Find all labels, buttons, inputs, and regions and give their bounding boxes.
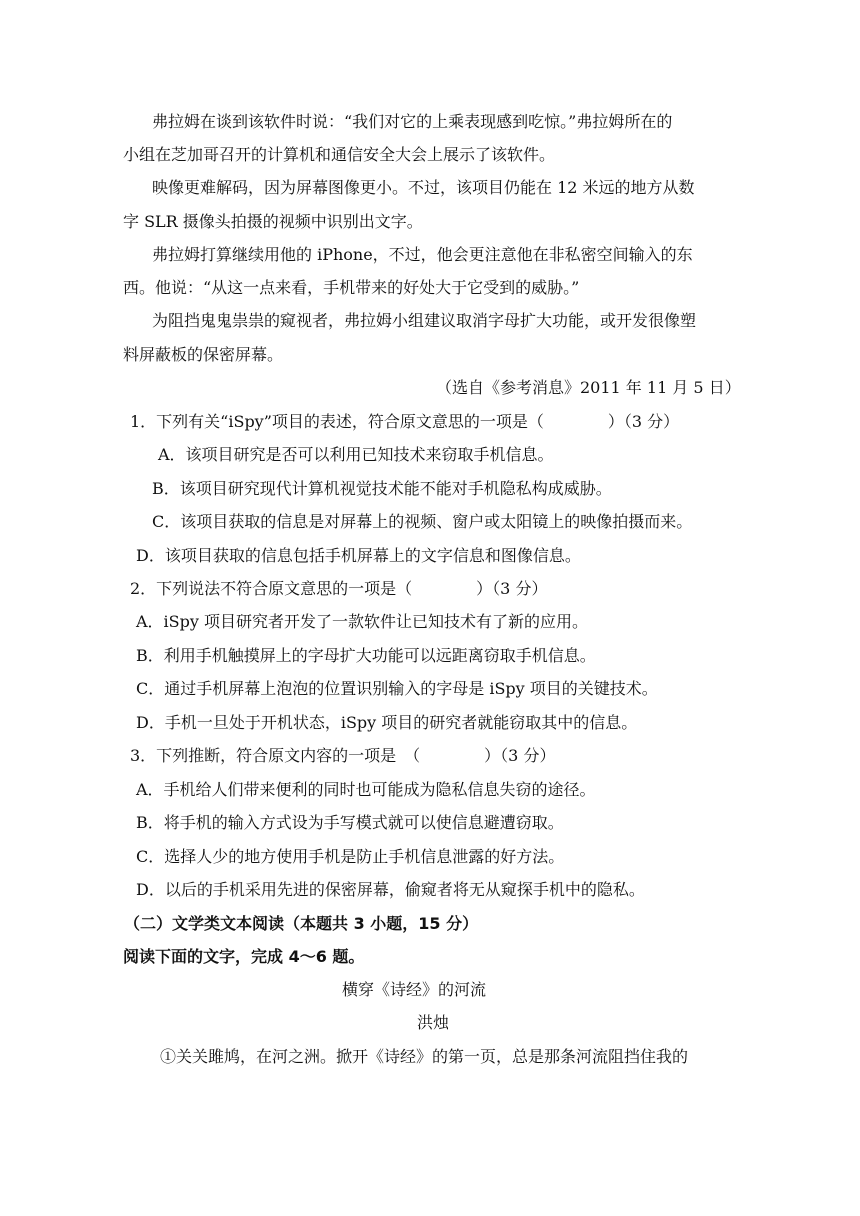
question-1-option-b: B．该项目研究现代计算机视觉技术能不能对手机隐私构成威胁。 (152, 479, 612, 498)
question-3-stem: 3．下列推断，符合原文内容的一项是 （ ）（3 分） (130, 746, 556, 765)
passage-p2-line1: 映像更难解码，因为屏幕图像更小。不过，该项目仍能在 12 米远的地方从数 (152, 178, 695, 197)
question-3-option-d: D．以后的手机采用先进的保密屏幕，偷窥者将无从窥探手机中的隐私。 (136, 880, 645, 899)
question-3-option-b: B．将手机的输入方式设为手写模式就可以使信息避遭窃取。 (136, 813, 564, 832)
passage-p3-line2: 西。他说：“从这一点来看，手机带来的好处大于它受到的威胁。” (123, 278, 580, 297)
question-2-option-d: D．手机一旦处于开机状态，iSpy 项目的研究者就能窃取其中的信息。 (136, 713, 638, 732)
question-2-option-b: B．利用手机触摸屏上的字母扩大功能可以远距离窃取手机信息。 (136, 646, 596, 665)
passage-p1-line1: 弗拉姆在谈到该软件时说：“我们对它的上乘表现感到吃惊。”弗拉姆所在的 (152, 112, 673, 131)
article-title: 横穿《诗经》的河流 (342, 980, 487, 999)
source-citation: （选自《参考消息》2011 年 11 月 5 日） (436, 378, 741, 397)
question-1-option-a: A．该项目研究是否可以利用已知技术来窃取手机信息。 (158, 445, 554, 464)
question-2-stem: 2．下列说法不符合原文意思的一项是（ ）（3 分） (130, 579, 548, 598)
article-para1-line1: ①关关雎鸠，在河之洲。掀开《诗经》的第一页，总是那条河流阻挡住我的 (160, 1047, 689, 1066)
question-2-option-a: A．iSpy 项目研究者开发了一款软件让已知技术有了新的应用。 (136, 612, 589, 631)
section-2-instruction: 阅读下面的文字，完成 4～6 题。 (123, 947, 365, 966)
question-3-option-c: C．选择人少的地方使用手机是防止手机信息泄露的好方法。 (136, 847, 565, 866)
passage-p4-line1: 为阻挡鬼鬼祟祟的窥视者，弗拉姆小组建议取消字母扩大功能，或开发很像塑 (152, 311, 697, 330)
section-2-heading: （二）文学类文本阅读（本题共 3 小题，15 分） (124, 914, 479, 933)
question-1-stem: 1．下列有关“iSpy”项目的表述，符合原文意思的一项是（ ）（3 分） (130, 412, 680, 431)
question-1-option-d: D．该项目获取的信息包括手机屏幕上的文字信息和图像信息。 (136, 546, 581, 565)
article-author: 洪烛 (417, 1013, 450, 1032)
passage-p2-line2: 字 SLR 摄像头拍摄的视频中识别出文字。 (123, 212, 423, 231)
passage-p4-line2: 料屏蔽板的保密屏幕。 (123, 345, 284, 364)
passage-p1-line2: 小组在芝加哥召开的计算机和通信安全大会上展示了该软件。 (123, 145, 556, 164)
question-1-option-c: C．该项目获取的信息是对屏幕上的视频、窗户或太阳镜上的映像拍摄而来。 (152, 512, 693, 531)
passage-p3-line1: 弗拉姆打算继续用他的 iPhone，不过，他会更注意他在非私密空间输入的东 (152, 245, 693, 264)
question-3-option-a: A．手机给人们带来便利的同时也可能成为隐私信息失窃的途径。 (136, 780, 596, 799)
question-2-option-c: C．通过手机屏幕上泡泡的位置识别输入的字母是 iSpy 项目的关键技术。 (136, 679, 658, 698)
